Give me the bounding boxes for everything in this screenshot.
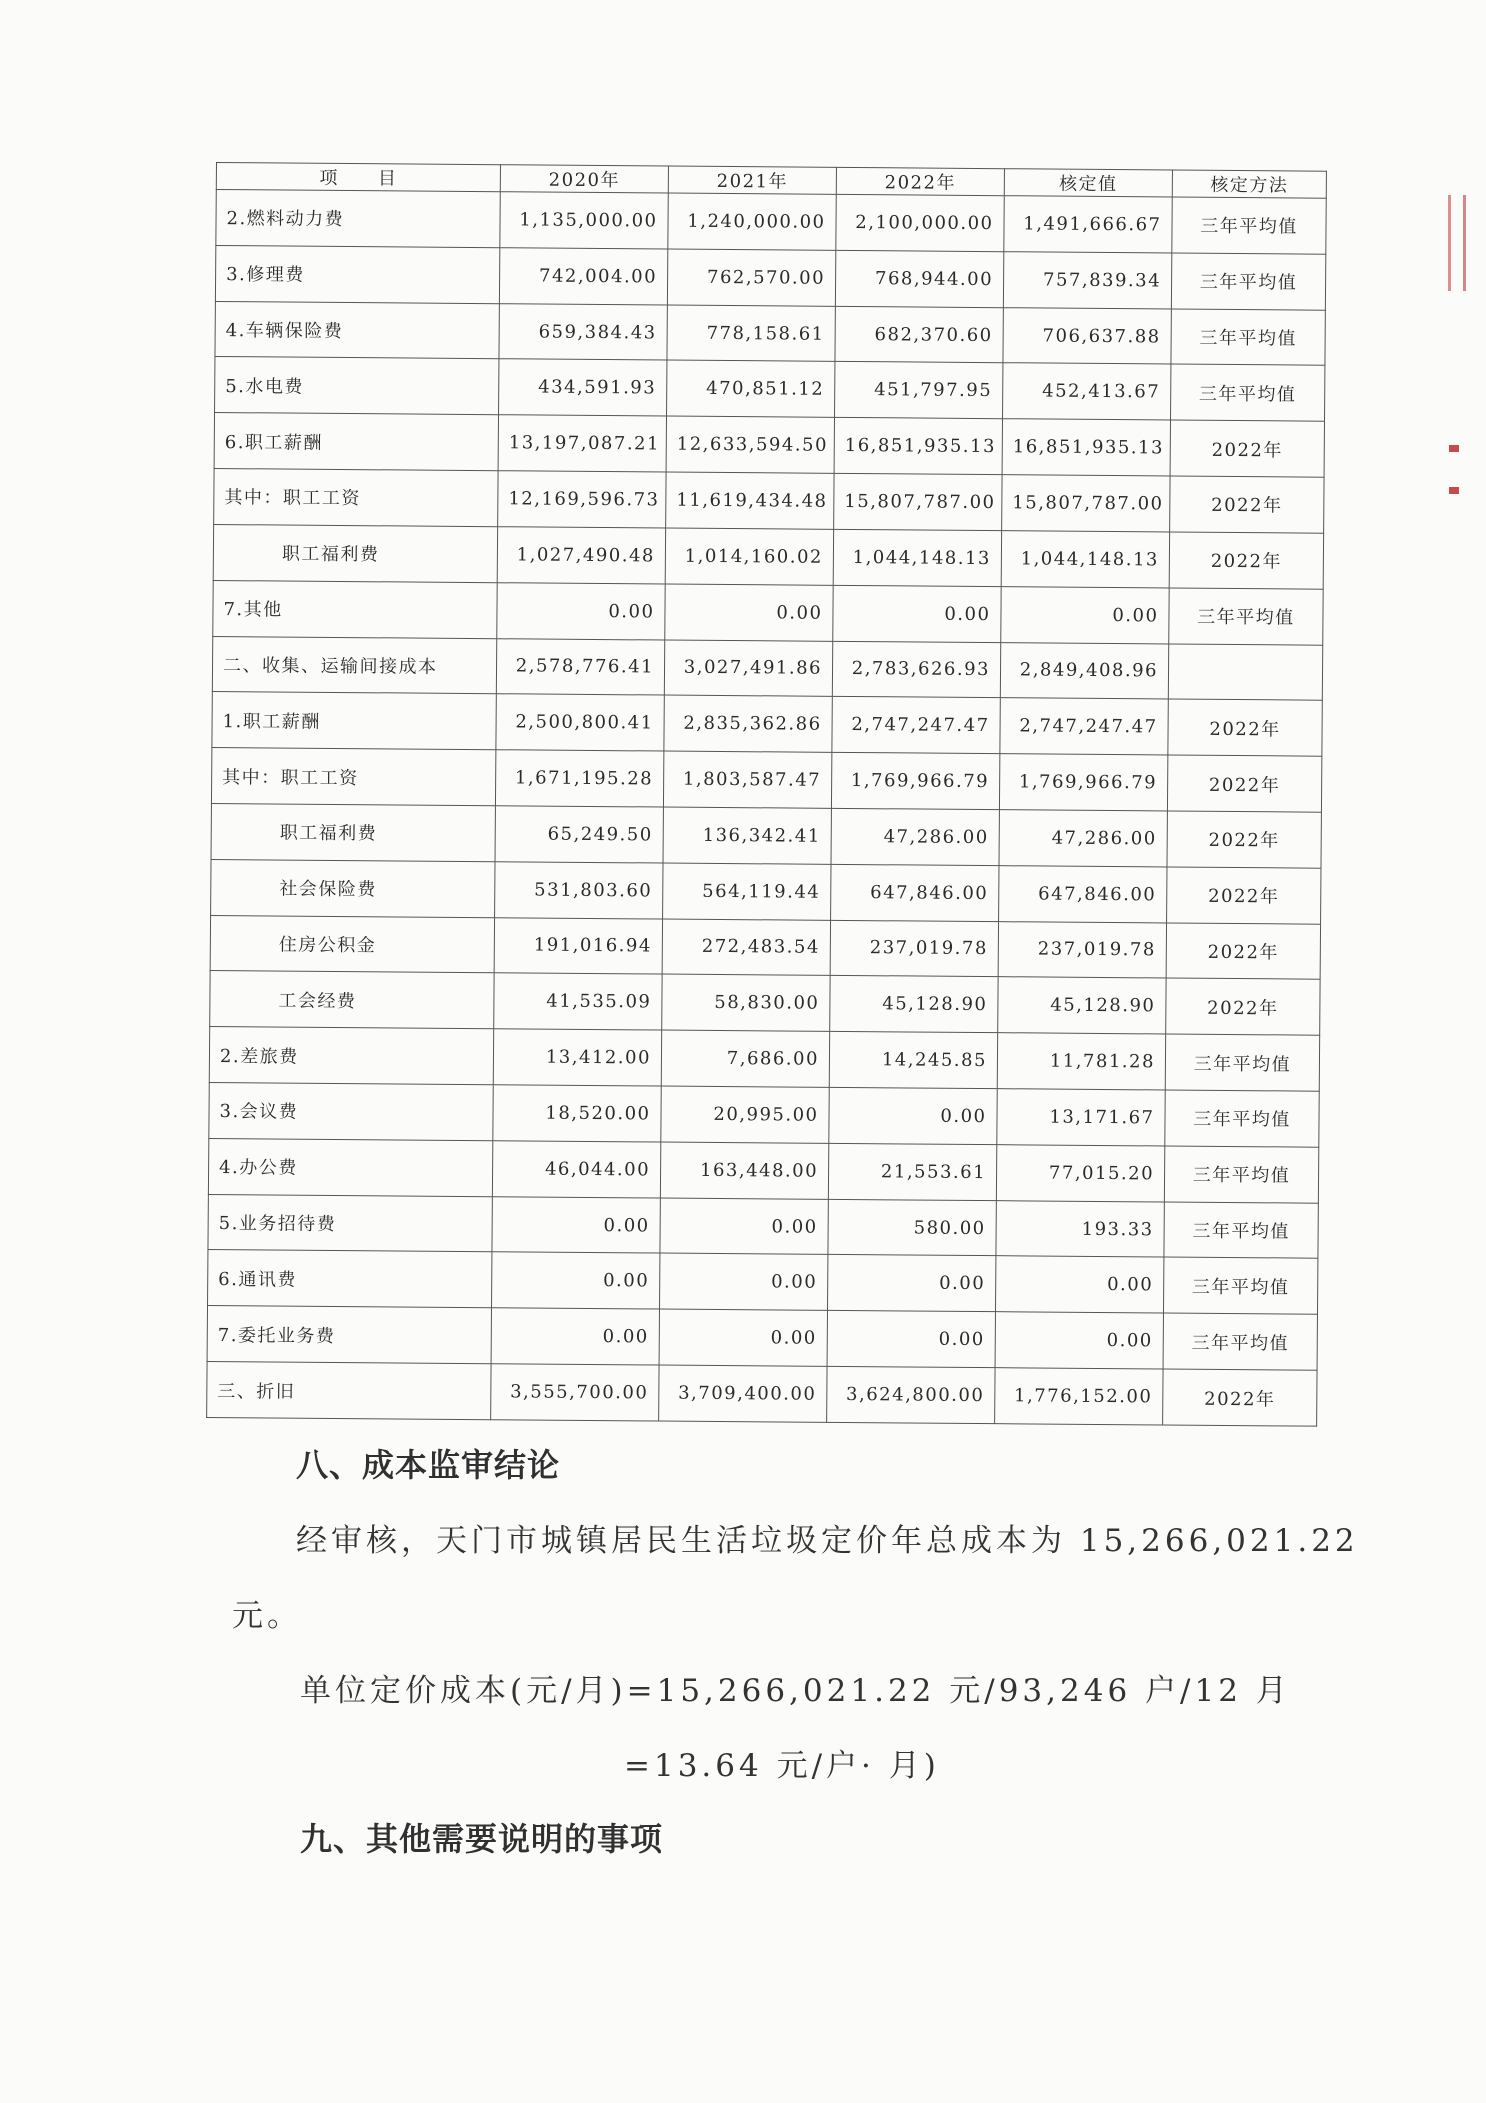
page-edge-marks <box>1448 195 1464 515</box>
cell-y2022: 2,783,626.93 <box>832 641 1000 698</box>
table-row <box>210 971 1320 1036</box>
cell-y2020: 46,044.00 <box>492 1141 660 1198</box>
cell-y2022: 237,019.78 <box>830 920 998 977</box>
cell-y2022: 1,769,966.79 <box>831 752 999 809</box>
cell-y2020: 1,027,490.48 <box>497 527 665 584</box>
cell-method: 2022年 <box>1170 476 1324 533</box>
cell-item: 6.通讯费 <box>208 1250 492 1308</box>
cell-y2020: 191,016.94 <box>494 917 662 974</box>
cell-method: 2022年 <box>1167 811 1321 868</box>
table-row <box>212 692 1322 757</box>
cell-y2022: 768,944.00 <box>835 250 1003 307</box>
cell-y2021: 0.00 <box>659 1309 827 1366</box>
cell-y2022: 45,128.90 <box>830 976 998 1033</box>
cell-item: 4.车辆保险费 <box>215 301 499 359</box>
cell-method: 三年平均值 <box>1164 1146 1318 1203</box>
cell-item: 职工福利费 <box>211 803 495 861</box>
cell-y2021: 762,570.00 <box>667 249 835 306</box>
cell-y2021: 272,483.54 <box>662 919 830 976</box>
cell-y2021: 20,995.00 <box>661 1086 829 1143</box>
cell-y2022: 16,851,935.13 <box>834 418 1002 475</box>
cell-item: 3.会议费 <box>209 1082 493 1140</box>
cell-y2020: 65,249.50 <box>495 806 663 863</box>
cell-y2021: 12,633,594.50 <box>666 416 834 473</box>
cell-method: 三年平均值 <box>1172 197 1326 254</box>
cell-y2021: 3,027,491.86 <box>664 640 832 697</box>
cell-y2020: 434,591.93 <box>499 359 667 416</box>
cell-method: 三年平均值 <box>1171 364 1325 421</box>
conclusion-paragraph-line1: 经审核，天门市城镇居民生活垃圾定价年总成本为 15,266,021.22 <box>296 1523 1359 1559</box>
cell-y2021: 7,686.00 <box>661 1030 829 1087</box>
cell-approved: 0.00 <box>1001 586 1169 643</box>
formula-line1: 单位定价成本(元/月)=15,266,021.22 元/93,246 户/12 月 <box>300 1673 1291 1709</box>
formula-line2: =13.64 元/户· 月) <box>624 1748 940 1784</box>
cell-y2020: 1,671,195.28 <box>495 750 663 807</box>
cell-item: 职工福利费 <box>213 524 497 582</box>
cell-item: 4.办公费 <box>208 1138 492 1196</box>
cell-method <box>1168 643 1322 700</box>
table-row <box>216 190 1326 255</box>
cell-item: 7.其他 <box>213 580 497 638</box>
cell-item: 3.修理费 <box>215 245 499 303</box>
cell-approved: 757,839.34 <box>1003 252 1171 309</box>
cell-approved: 2,747,247.47 <box>1000 698 1168 755</box>
cell-y2021: 1,240,000.00 <box>668 193 836 250</box>
cell-method: 三年平均值 <box>1169 588 1323 645</box>
cell-method: 2022年 <box>1168 699 1322 756</box>
cell-method: 三年平均值 <box>1164 1202 1318 1259</box>
header-2022: 2022年 <box>836 167 1004 195</box>
cell-y2022: 2,747,247.47 <box>832 697 1000 754</box>
cell-approved: 2,849,408.96 <box>1000 642 1168 699</box>
cell-y2020: 742,004.00 <box>499 248 667 305</box>
table-row <box>209 1027 1319 1092</box>
cell-y2022: 21,553.61 <box>828 1143 996 1200</box>
cell-y2021: 1,803,587.47 <box>663 751 831 808</box>
header-approved: 核定值 <box>1004 169 1172 197</box>
cell-item: 1.职工薪酬 <box>212 692 496 750</box>
table-row <box>207 1306 1317 1371</box>
cell-method: 2022年 <box>1170 420 1324 477</box>
cell-approved: 47,286.00 <box>999 810 1167 867</box>
cell-approved: 0.00 <box>995 1312 1163 1369</box>
cell-approved: 452,413.67 <box>1003 363 1171 420</box>
cell-approved: 706,637.88 <box>1003 307 1171 364</box>
cell-y2022: 682,370.60 <box>835 306 1003 363</box>
cell-y2022: 3,624,800.00 <box>827 1366 995 1423</box>
cell-item: 二、收集、运输间接成本 <box>212 636 496 694</box>
cell-method: 2022年 <box>1167 867 1321 924</box>
cell-item: 工会经费 <box>210 971 494 1029</box>
cell-approved: 16,851,935.13 <box>1002 419 1170 476</box>
cell-y2022: 0.00 <box>833 585 1001 642</box>
cell-y2022: 14,245.85 <box>829 1032 997 1089</box>
cell-method: 2022年 <box>1167 755 1321 812</box>
cell-approved: 193.33 <box>996 1200 1164 1257</box>
table-row <box>211 748 1321 813</box>
header-item: 项 目 <box>216 163 500 192</box>
cost-table <box>206 162 1327 1427</box>
cell-y2020: 13,412.00 <box>493 1029 661 1086</box>
cell-approved: 13,171.67 <box>997 1089 1165 1146</box>
cell-item: 2.燃料动力费 <box>216 190 500 248</box>
table-row <box>213 524 1323 589</box>
table-row <box>214 413 1324 478</box>
red-mark <box>1449 445 1459 452</box>
cell-y2021: 58,830.00 <box>662 974 830 1031</box>
cell-y2021: 3,709,400.00 <box>659 1365 827 1422</box>
cell-method: 2022年 <box>1166 923 1320 980</box>
section-9-heading: 九、其他需要说明的事项 <box>300 1820 664 1858</box>
cell-approved: 15,807,787.00 <box>1002 475 1170 532</box>
cell-approved: 11,781.28 <box>997 1033 1165 1090</box>
cell-y2020: 659,384.43 <box>499 303 667 360</box>
cell-item: 社会保险费 <box>211 859 495 917</box>
cell-item: 2.差旅费 <box>209 1027 493 1085</box>
cell-y2021: 1,014,160.02 <box>665 528 833 585</box>
cell-y2020: 531,803.60 <box>495 861 663 918</box>
cell-method: 三年平均值 <box>1165 1034 1319 1091</box>
cell-method: 三年平均值 <box>1171 253 1325 310</box>
cell-y2022: 451,797.95 <box>835 362 1003 419</box>
cell-item: 其中：职工工资 <box>214 469 498 527</box>
section-8-heading: 八、成本监审结论 <box>296 1446 561 1484</box>
cell-y2020: 2,578,776.41 <box>496 638 664 695</box>
cell-item: 住房公积金 <box>210 915 494 973</box>
cell-y2021: 470,851.12 <box>667 360 835 417</box>
cell-y2021: 136,342.41 <box>663 807 831 864</box>
cell-y2022: 0.00 <box>829 1087 997 1144</box>
table-row <box>208 1194 1318 1259</box>
cell-y2020: 18,520.00 <box>493 1085 661 1142</box>
cell-y2021: 2,835,362.86 <box>664 695 832 752</box>
cell-y2022: 580.00 <box>828 1199 996 1256</box>
cell-y2021: 11,619,434.48 <box>666 472 834 529</box>
cell-item: 7.委托业务费 <box>207 1306 491 1364</box>
table-row <box>211 803 1321 868</box>
cell-item: 三、折旧 <box>207 1362 491 1420</box>
cell-item: 5.水电费 <box>215 357 499 415</box>
header-2021: 2021年 <box>668 166 836 194</box>
cell-approved: 0.00 <box>995 1256 1163 1313</box>
cell-y2020: 41,535.09 <box>494 973 662 1030</box>
table-row <box>209 1082 1319 1147</box>
red-stamp-edge <box>1448 195 1466 291</box>
table-row <box>213 580 1323 645</box>
conclusion-paragraph-line2: 元。 <box>232 1598 302 1634</box>
cell-y2020: 0.00 <box>497 582 665 639</box>
cell-y2022: 647,846.00 <box>831 864 999 921</box>
cell-approved: 647,846.00 <box>999 865 1167 922</box>
cell-method: 三年平均值 <box>1165 1090 1319 1147</box>
header-method: 核定方法 <box>1172 170 1326 198</box>
cell-y2021: 0.00 <box>660 1253 828 1310</box>
cell-item: 其中：职工工资 <box>211 748 495 806</box>
cell-y2022: 15,807,787.00 <box>834 473 1002 530</box>
table-row <box>215 357 1325 422</box>
cell-method: 2022年 <box>1169 532 1323 589</box>
cell-y2022: 0.00 <box>827 1311 995 1368</box>
table-row <box>207 1362 1317 1427</box>
cell-y2020: 12,169,596.73 <box>498 471 666 528</box>
table-row <box>214 469 1324 534</box>
header-2020: 2020年 <box>500 165 668 193</box>
cell-approved: 237,019.78 <box>998 921 1166 978</box>
cell-y2021: 0.00 <box>660 1198 828 1255</box>
cell-y2020: 2,500,800.41 <box>496 694 664 751</box>
red-mark <box>1449 487 1459 494</box>
cell-y2022: 47,286.00 <box>831 808 999 865</box>
table-row <box>208 1250 1318 1315</box>
table-row <box>212 636 1322 701</box>
cell-method: 三年平均值 <box>1171 309 1325 366</box>
cell-item: 6.职工薪酬 <box>214 413 498 471</box>
cell-y2020: 1,135,000.00 <box>500 192 668 249</box>
table-row <box>215 301 1325 366</box>
cell-method: 三年平均值 <box>1163 1313 1317 1370</box>
cell-y2022: 2,100,000.00 <box>836 194 1004 251</box>
cell-approved: 1,776,152.00 <box>995 1368 1163 1425</box>
cell-y2021: 564,119.44 <box>663 863 831 920</box>
table-row <box>211 859 1321 924</box>
cell-y2022: 0.00 <box>827 1255 995 1312</box>
table-row <box>215 245 1325 310</box>
cell-y2022: 1,044,148.13 <box>833 529 1001 586</box>
cell-method: 2022年 <box>1166 978 1320 1035</box>
cell-approved: 45,128.90 <box>998 977 1166 1034</box>
table-row <box>210 915 1320 980</box>
cell-approved: 1,769,966.79 <box>999 754 1167 811</box>
cell-method: 三年平均值 <box>1163 1257 1317 1314</box>
cell-y2020: 0.00 <box>492 1252 660 1309</box>
cell-approved: 1,491,666.67 <box>1004 196 1172 253</box>
table-row <box>208 1138 1318 1203</box>
cell-y2021: 0.00 <box>665 584 833 641</box>
cell-approved: 77,015.20 <box>996 1144 1164 1201</box>
cell-y2020: 3,555,700.00 <box>491 1364 659 1421</box>
cell-y2020: 0.00 <box>492 1196 660 1253</box>
cell-approved: 1,044,148.13 <box>1001 531 1169 588</box>
cell-y2021: 778,158.61 <box>667 305 835 362</box>
cell-y2020: 13,197,087.21 <box>498 415 666 472</box>
cell-item: 5.业务招待费 <box>208 1194 492 1252</box>
cell-y2020: 0.00 <box>491 1308 659 1365</box>
cell-method: 2022年 <box>1163 1369 1317 1426</box>
cell-y2021: 163,448.00 <box>660 1142 828 1199</box>
